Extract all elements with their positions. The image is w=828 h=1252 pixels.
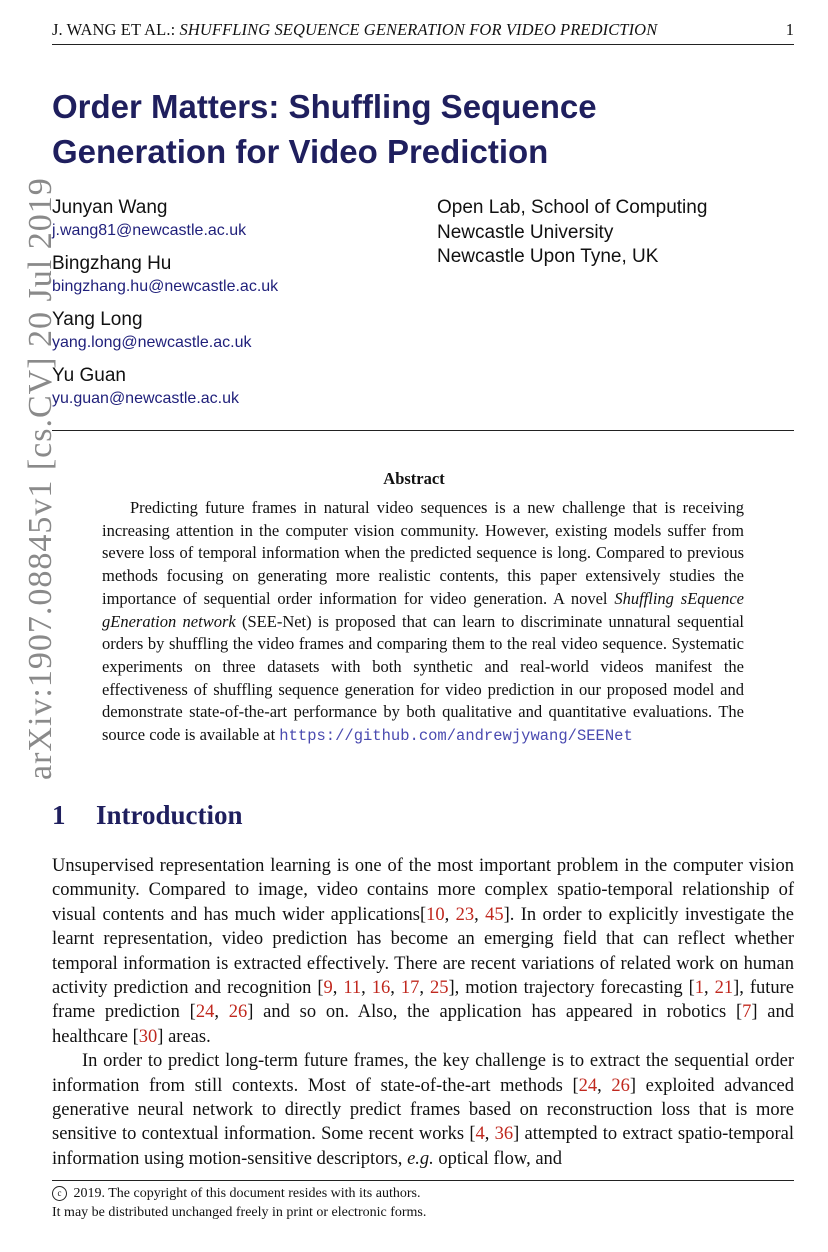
author-email[interactable]: bingzhang.hu@newcastle.ac.uk [52,278,279,295]
citation[interactable]: 25 [429,978,449,999]
citation[interactable]: 4 [475,1124,485,1145]
text: ] and so on. Also, the application has appeared in robotics [ [247,1002,743,1023]
text: In order to predict long-term future frames, the key challenge is to extract the sequential order information from still contexts. Most of state-of-the-art methods [ [52,1051,794,1096]
arxiv-stamp: arXiv:1907.08845v1 [cs.CV] 20 Jul 2019 [22,177,59,780]
page-number: 1 [785,20,794,39]
citation[interactable]: 11 [343,978,362,999]
paragraph [52,854,794,1049]
text: , [474,904,486,925]
author-list [52,196,412,420]
abstract-body [102,497,744,748]
citation[interactable]: 26 [228,1002,248,1023]
text: , [597,1075,612,1096]
introduction-body [52,854,794,1171]
author-email[interactable]: yu.guan@newcastle.ac.uk [52,390,240,407]
copyright-line: 2019. The copyright of this document resides with its authors. [73,1186,421,1201]
copyright-icon: c [52,1186,67,1201]
text: ] areas. [157,1026,211,1047]
text: , [703,978,715,999]
citation[interactable]: 10 [426,904,445,925]
title-line: Generation for Video Prediction [52,133,549,170]
text: , [214,1002,229,1023]
abstract-heading: Abstract [383,469,445,488]
divider [52,430,794,431]
citation[interactable]: 24 [195,1002,215,1023]
citation[interactable]: 36 [494,1124,514,1145]
citation[interactable]: 16 [371,978,391,999]
citation[interactable]: 30 [138,1026,158,1047]
affiliation-line: Open Lab, School of Computing [437,197,708,218]
citation[interactable]: 26 [611,1075,630,1096]
author-name: Bingzhang Hu [52,253,172,274]
text: ], motion trajectory forecasting [ [448,978,695,999]
text: optical flow, and [433,1148,563,1169]
citation[interactable]: 21 [714,978,734,999]
citation[interactable]: 9 [323,978,333,999]
title-line: Order Matters: Shuffling Sequence [52,88,597,125]
abstract-network-name: Shuffling sEquence gEneration network [102,588,744,631]
citation[interactable]: 24 [578,1075,598,1096]
author-name: Yu Guan [52,365,126,386]
author-email[interactable]: yang.long@newcastle.ac.uk [52,334,252,351]
text: , [419,978,430,999]
author-name: Yang Long [52,309,143,330]
source-code-link[interactable]: https://github.com/andrewjywang/SEENet [279,727,633,746]
text: ]. In order to explicitly investigate the learnt representation, video prediction has become an emerging field that can reflect whether temporal information is extracted effectively. There are recent variations of related work on human activity prediction and recognition [ [52,904,794,999]
text: ] and healthcare [ [52,1002,795,1047]
text: , [390,978,401,999]
paper-title [52,84,752,174]
citation[interactable]: 1 [694,978,704,999]
section-title: Introduction [96,800,243,830]
citation[interactable]: 23 [455,904,475,925]
copyright-footer [52,1184,426,1222]
running-short-title: SHUFFLING SEQUENCE GENERATION FOR VIDEO PREDICTION [179,20,658,39]
text: ], future frame prediction [ [52,978,795,1023]
text: Unsupervised representation learning is one of the most important problem in the computer vision community. Compared to image, video contains more complex spatio-temporal relationship of visual contents and has much wider applications[ [52,856,794,925]
text: , [332,978,344,999]
section-number: 1 [52,800,66,830]
text: ] attempted to extract spatio-temporal information using motion-sensitive descriptors, [52,1124,795,1169]
text: ] exploited advanced generative neural network to directly predict frames based on reconstruction loss that is more sensitive to contextual information. Some recent works [ [52,1075,795,1145]
text: , [444,904,456,925]
running-header [52,20,794,45]
text: e.g. [407,1148,434,1169]
affiliation-line: Newcastle Upon Tyne, UK [437,246,659,267]
section-heading [52,800,243,831]
author-email[interactable]: j.wang81@newcastle.ac.uk [52,222,247,239]
affiliation [437,196,797,270]
distribution-line: It may be distributed unchanged freely in print or electronic forms. [52,1205,427,1220]
running-title [52,20,657,40]
text: , [484,1124,495,1145]
citation[interactable]: 17 [400,978,420,999]
abstract-text: (SEE-Net) is proposed that can learn to discriminate unnatural sequential orders by shuffling the video frames and comparing them to the real video sequence. Systematic experiments on three datasets with both synthetic and real-world videos manifest the effectiveness of shuffling sequence generation for video prediction in our proposed model and demonstrate state-of-the-art performance by both qualitative and quantitative evaluations. The source code is available at [102,611,744,745]
affiliation-line: Newcastle University [437,221,614,243]
author-name: Junyan Wang [52,197,168,218]
citation[interactable]: 7 [742,1002,752,1023]
running-authors: J. WANG ET AL.: [52,20,180,39]
paragraph [52,1049,794,1171]
abstract-text: Predicting future frames in natural video sequences is a new challenge that is receiving increasing attention in the computer vision community. However, existing models suffer from severe loss of temporal information when the predicted sequence is long. Compared to previous methods focusing on generating more realistic contents, this paper extensively studies the importance of sequential order information for video generation. A novel [102,498,744,608]
text: , [361,978,372,999]
citation[interactable]: 45 [485,904,504,925]
footer-divider [52,1180,794,1181]
